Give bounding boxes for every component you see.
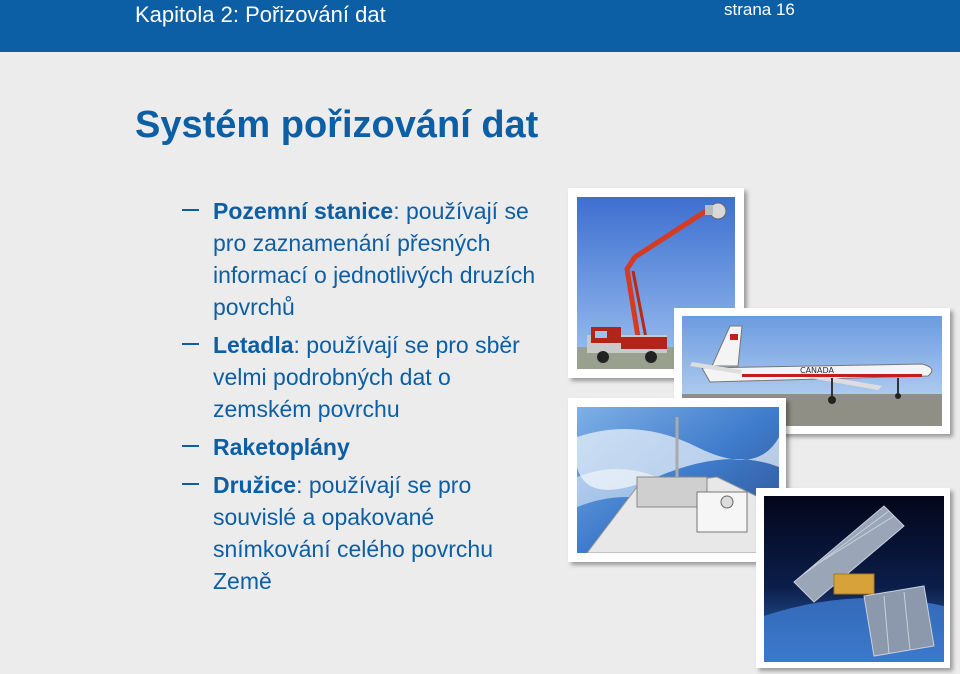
satellite-image: [764, 496, 944, 662]
bullet-text: : používají se pro zaznamenání přesných informací o jednotlivých druzích povrchů: [213, 198, 536, 320]
bullet-term: Raketoplány: [213, 434, 350, 460]
bullet-item: [182, 469, 552, 597]
bullet-item: [182, 195, 552, 323]
bullet-list: [182, 195, 552, 603]
satellite-photo: [756, 488, 950, 668]
bullet-term: Družice: [213, 472, 297, 498]
bullet-item: [182, 431, 552, 463]
bullet-text: : používají se pro sběr velmi podrobných dat o zemském povrchu: [213, 332, 520, 422]
page-number: strana 16: [724, 0, 795, 19]
bullet-text: : používají se pro souvislé a opakované snímkování celého povrchu Země: [213, 472, 493, 594]
slide-title: Systém pořizování dat: [135, 104, 539, 146]
header-bar: [0, 0, 960, 52]
bullet-term: Pozemní stanice: [213, 198, 394, 224]
bullet-term: Letadla: [213, 332, 294, 358]
chapter-title: Kapitola 2: Pořizování dat: [135, 2, 386, 27]
space-shuttle-photo: [568, 398, 786, 562]
shuttle-image: [577, 407, 779, 553]
bullet-item: [182, 329, 552, 425]
plane-label: CANADA: [800, 366, 835, 375]
